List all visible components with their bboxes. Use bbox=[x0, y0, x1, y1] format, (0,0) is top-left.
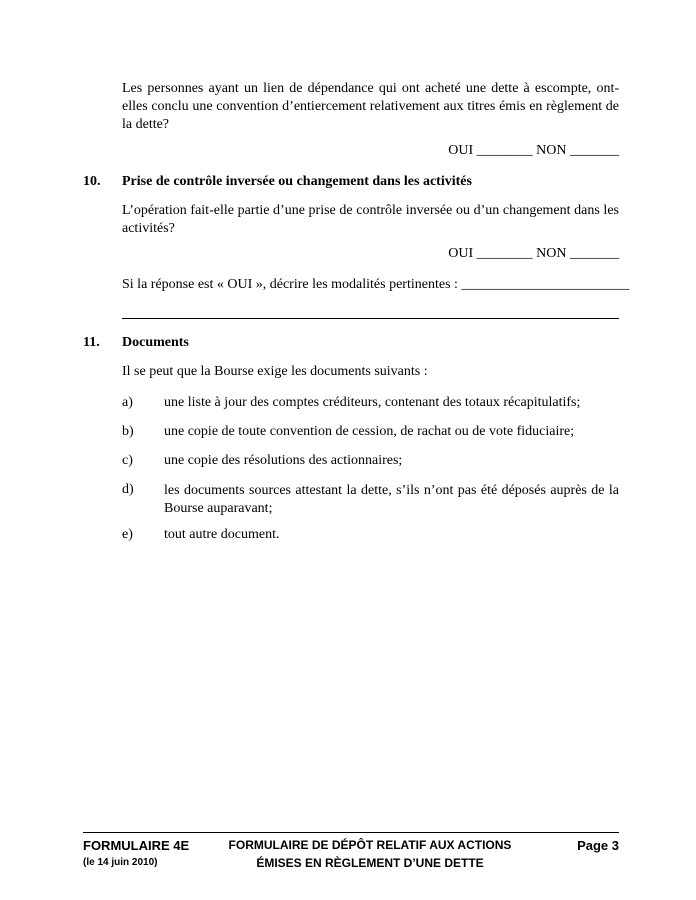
list-item: tout autre document. bbox=[164, 527, 280, 542]
list-item-letter: d) bbox=[122, 482, 134, 497]
escrow-question: Les personnes ayant un lien de dépendance qui ont acheté une dette à escompte, ont-elles conclu une convention d’entiercement relativement aux titres émis en règlement de la dette? bbox=[122, 81, 619, 132]
describe-terms-field[interactable]: Si la réponse est « OUI », décrire les modalités pertinentes : ________________________ bbox=[122, 277, 630, 292]
footer-divider bbox=[83, 832, 619, 833]
section-10-number: 10. bbox=[83, 174, 101, 189]
footer-title-line-2: ÉMISES EN RÈGLEMENT D’UNE DETTE bbox=[256, 856, 484, 870]
list-item-letter: e) bbox=[122, 527, 133, 542]
reverse-takeover-answer-field[interactable]: OUI ________ NON _______ bbox=[448, 246, 619, 261]
list-item-letter: b) bbox=[122, 424, 134, 439]
answer-blank-line[interactable] bbox=[122, 318, 619, 319]
escrow-answer-field[interactable]: OUI ________ NON _______ bbox=[448, 143, 619, 158]
section-10-title: Prise de contrôle inversée ou changement dans les activités bbox=[122, 174, 472, 189]
list-item-letter: c) bbox=[122, 453, 133, 468]
footer-title-line-1: FORMULAIRE DE DÉPÔT RELATIF AUX ACTIONS bbox=[228, 838, 512, 852]
section-11-number: 11. bbox=[83, 335, 100, 350]
reverse-takeover-question: L’opération fait-elle partie d’une prise de contrôle inversée ou d’un changement dans les activités? bbox=[122, 203, 619, 236]
list-item: les documents sources attestant la dette, s’ils n’ont pas été déposés auprès de la Bourse auparavant; bbox=[164, 483, 619, 516]
list-item: une copie des résolutions des actionnaires; bbox=[164, 453, 403, 468]
footer-form-number: FORMULAIRE 4E bbox=[83, 838, 190, 853]
documents-intro: Il se peut que la Bourse exige les documents suivants : bbox=[122, 364, 428, 379]
list-item: une liste à jour des comptes créditeurs, contenant des totaux récapitulatifs; bbox=[164, 395, 581, 410]
footer-date: (le 14 juin 2010) bbox=[83, 857, 158, 868]
list-item: une copie de toute convention de cession, de rachat ou de vote fiduciaire; bbox=[164, 424, 575, 439]
footer-page-number: Page 3 bbox=[577, 838, 619, 853]
list-item-letter: a) bbox=[122, 395, 133, 410]
section-11-title: Documents bbox=[122, 335, 189, 350]
